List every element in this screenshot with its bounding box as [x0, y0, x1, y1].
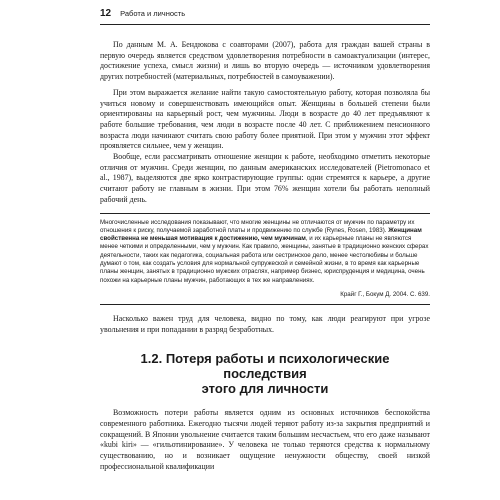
- page-number: 12: [100, 8, 112, 19]
- section-heading: [100, 351, 430, 396]
- running-title: Работа и личность: [120, 9, 186, 18]
- quote-box: [100, 213, 430, 305]
- body-paragraph: Насколько важен труд для человека, видно по тому, как люди реагируют при угрозе увольнения и при попадании в разряд безработных.: [100, 313, 430, 334]
- quote-text-end: , и их карьерные планы не являются менее четкими и определенными, чем у мужчин. Как правило, женщины, занятые в традиционно женских сферах деятельности, таких как педагогика, социальная работа или сестринское дело, менее честолюбивы и больше думают о том, как создать условия для нормальной супружеской и семейной жизни, в то время как карьерные планы женщин, занятых в традиционно мужских отраслях, например бизнес, юриспруденция и медицина, очень похожи на карьерные планы мужчин, работающих в тех же направлениях.: [100, 235, 429, 284]
- quote-text: [100, 219, 430, 285]
- page-body: [100, 40, 430, 473]
- section-heading-line: этого для личности: [201, 381, 329, 397]
- body-paragraph: Возможность потери работы является одним из основных источников беспокойства современного работника. Ежегодно тысячи людей теряют работу из-за закрытия предприятий и сокращений. В Японии увольнение считается таким большим несчастьем, что его даже называют «kubi kiri» — «гильотинирование». У человека не только теряются средства к нормальному существованию, но и возникает ощущение ненужности обществу, своей низкой профессиональной квалификации: [100, 408, 430, 471]
- body-paragraph: При этом выражается желание найти такую самостоятельную работу, которая позволяла бы учиться новому и совершенствовать имеющийся опыт. Женщины в большей степени были ориентированы на карьерный рост, чем мужчины. Люди в возрасте до 40 лет предъявляют к работе большие требования, чем люди в возрасте после 40 лет. С приближением пенсионного возраста люди начинают считать свою работу более приятной. При этом у мужчин этот эффект проявляется сильнее, чем у женщин.: [100, 87, 430, 151]
- running-header: [100, 8, 430, 25]
- body-paragraph: По данным М. А. Бендюкова с соавторами (2007), работа для граждан вашей страны в первую очередь является средством удовлетворения потребности в самоактуализации (интерес, достижение успеха, смысл жизни) и лишь во вторую очередь — источником удовлетворения других потребностей (материальных, потребностей в самоуважении).: [100, 40, 430, 82]
- quote-source: Крайг Г., Бокум Д. 2004. С. 639.: [340, 290, 430, 298]
- quote-text-bold: Женщинам свойственна не меньшая мотивация к достижению, чем мужчинам: [100, 226, 422, 243]
- quote-text-start: Многочисленные исследования показывают, что многие женщины не отличаются от мужчин по параметру их отношения к риску, получаемой заработной платы и продвижению по службе (Rynes, Rosen, 1983).: [100, 218, 415, 234]
- section-heading-line: 1.2. Потеря работы и психологические последствия: [140, 351, 390, 382]
- body-paragraph: Вообще, если рассматривать отношение женщин к работе, необходимо отметить некоторые отличия от мужчин. Среди женщин, по данным американских исследователей (Pietromonaco et al., 1987), выделяются две ярко контрастирующие группы: одни стремятся к карьере, а другие считают работу не главным в жизни. При этом 76% женщин хотели бы работать неполный рабочий день.: [100, 152, 430, 204]
